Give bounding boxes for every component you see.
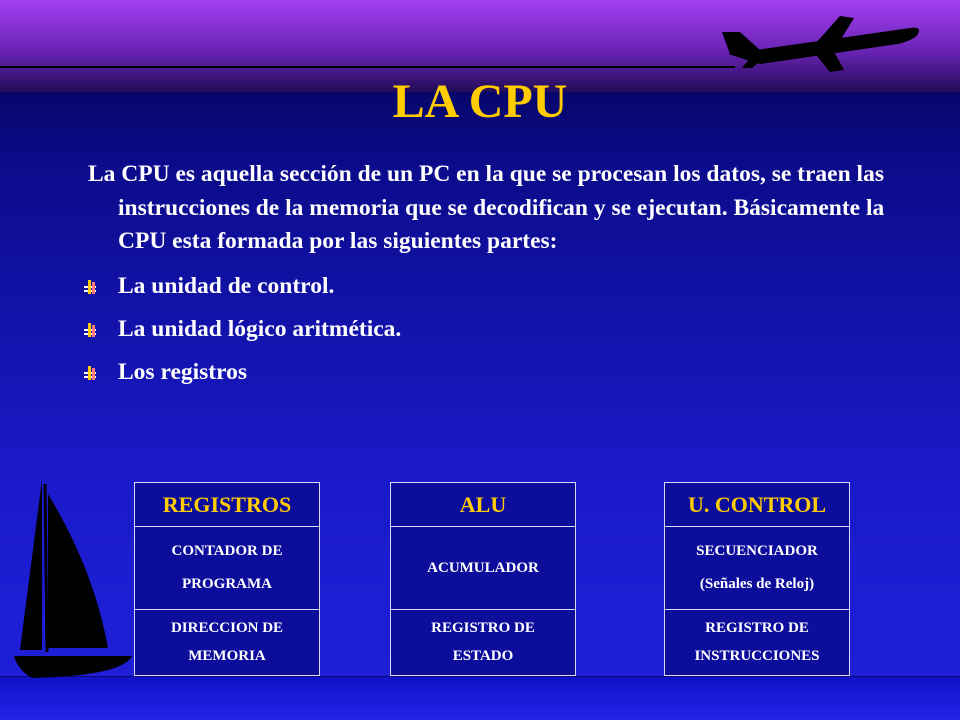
intro-paragraph: La CPU es aquella sección de un PC en la que se procesan los datos, se traen las instrucciones de la memoria que se decodifican y se ejecutan. Básicamente la CPU esta formada por las siguientes partes:: [88, 161, 885, 255]
box-line: INSTRUCCIONES: [694, 647, 820, 664]
bullet-icon: [82, 366, 98, 380]
box-line: SECUENCIADOR: [696, 543, 818, 559]
box-header: REGISTROS: [135, 483, 319, 527]
box-line: REGISTRO DE: [705, 620, 809, 637]
bullet-list: [88, 265, 888, 394]
box-bottom: [391, 610, 575, 675]
slide-title: LA CPU: [392, 75, 568, 128]
box-middle: [135, 527, 319, 610]
bottom-band: [0, 676, 960, 720]
box-line: (Señales de Reloj): [699, 576, 815, 592]
sailboat-icon: [12, 480, 136, 680]
box-line: MEMORIA: [188, 647, 266, 664]
bottom-divider: [0, 676, 960, 677]
alu-box: [390, 482, 576, 676]
box-line: ESTADO: [452, 647, 514, 664]
bullet-item: [88, 308, 888, 351]
top-divider: [0, 66, 735, 68]
box-line: REGISTRO DE: [431, 620, 535, 637]
box-middle: [665, 527, 849, 610]
box-line: ACUMULADOR: [427, 559, 539, 576]
bullet-icon: [82, 323, 98, 337]
bullet-text: Los registros: [118, 358, 248, 385]
bullet-text: La unidad lógico aritmética.: [118, 315, 402, 342]
box-line: CONTADOR DE: [171, 543, 283, 559]
box-line: DIRECCION DE: [170, 620, 284, 637]
box-bottom: [135, 610, 319, 675]
box-line: PROGRAMA: [182, 576, 272, 592]
box-header: U. CONTROL: [665, 483, 849, 527]
airplane-icon: [720, 14, 920, 74]
registros-box: [134, 482, 320, 676]
bullet-icon: [82, 280, 98, 294]
bullet-item: [88, 351, 888, 394]
box-middle: [391, 527, 575, 610]
bullet-item: [88, 265, 888, 308]
box-header: ALU: [391, 483, 575, 527]
slide-content: [88, 158, 888, 394]
box-bottom: [665, 610, 849, 675]
bullet-text: La unidad de control.: [118, 272, 335, 299]
ucontrol-box: [664, 482, 850, 676]
